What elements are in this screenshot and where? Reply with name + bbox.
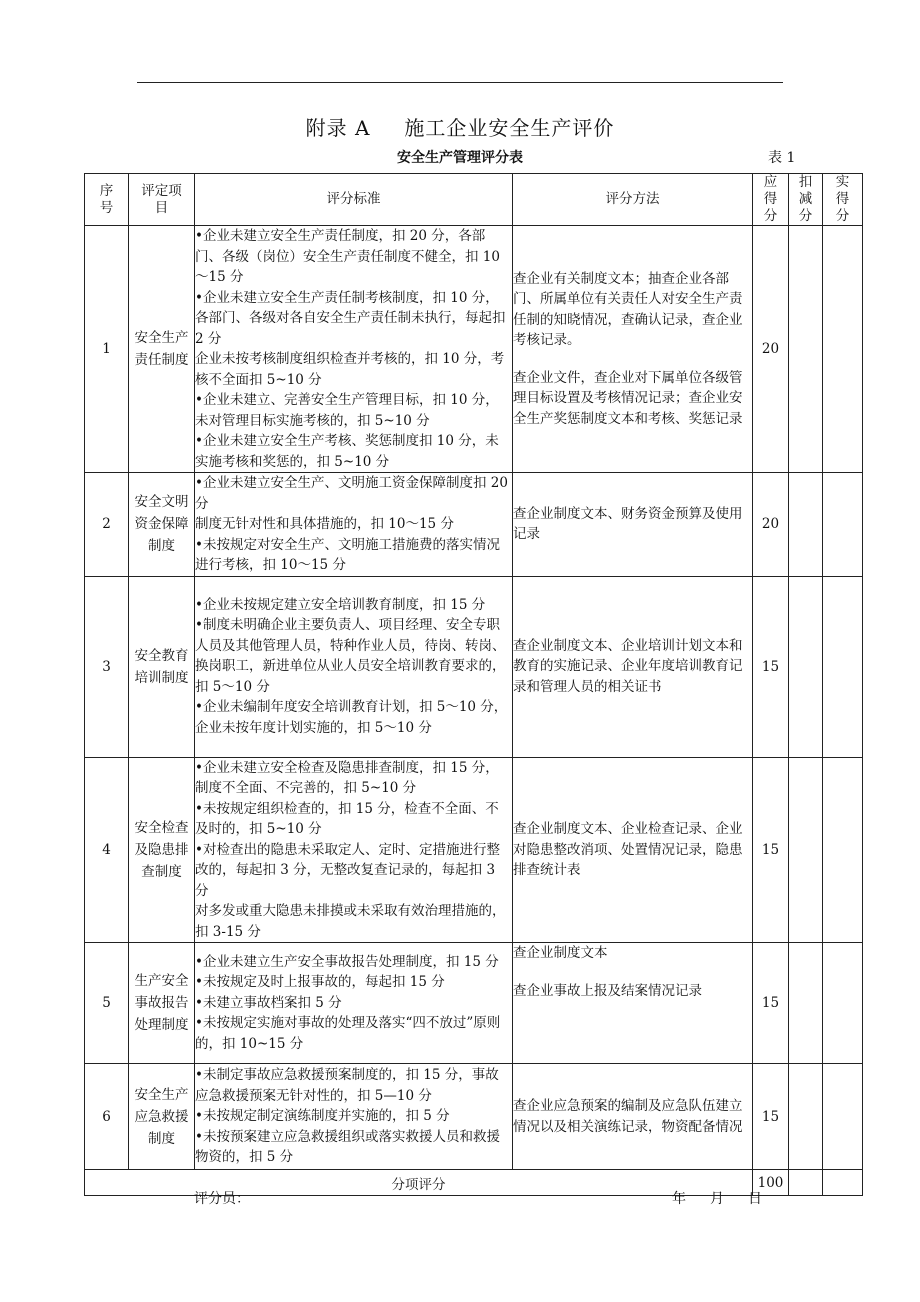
row-deduct[interactable] bbox=[789, 576, 823, 757]
table-row bbox=[85, 943, 863, 1064]
row-item: 安全生产责任制度 bbox=[129, 226, 195, 473]
appendix-title bbox=[0, 112, 920, 141]
table-row bbox=[85, 576, 863, 757]
table-row bbox=[85, 226, 863, 473]
row-deduct[interactable] bbox=[789, 757, 823, 943]
row-actual[interactable] bbox=[823, 576, 863, 757]
row-deduct[interactable] bbox=[789, 943, 823, 1064]
criteria-line: •企业未建立安全生产责任制考核制度，扣 10 分，各部门、各级对各自安全生产责任制未执行，每起扣 2 分 bbox=[195, 289, 506, 347]
row-criteria bbox=[195, 1064, 513, 1170]
row-criteria bbox=[195, 757, 513, 943]
header-actual: 实得分 bbox=[823, 174, 863, 226]
row-item: 安全教育培训制度 bbox=[129, 576, 195, 757]
criteria-line: •企业未建立安全检查及隐患排查制度，扣 15 分，制度不全面、不完善的，扣 5~10 分 bbox=[195, 759, 499, 796]
row-method bbox=[513, 226, 753, 473]
row-method bbox=[513, 473, 753, 577]
row-criteria bbox=[195, 473, 513, 577]
header-criteria: 评分标准 bbox=[195, 174, 513, 226]
row-no: 1 bbox=[85, 226, 129, 473]
criteria-line: •企业未建立安全生产责任制度，扣 20 分，各部门、各级（岗位）安全生产责任制度不健全，扣 10～15 分 bbox=[195, 228, 500, 285]
row-actual[interactable] bbox=[823, 757, 863, 943]
method-line: 查企业事故上报及结案情况记录 bbox=[513, 982, 702, 999]
criteria-line: •未按规定制定演练制度并实施的，扣 5 分 bbox=[195, 1108, 450, 1125]
appendix-heading: 施工企业安全生产评价 bbox=[404, 116, 615, 140]
row-actual[interactable] bbox=[823, 1064, 863, 1170]
row-method bbox=[513, 576, 753, 757]
method-line: 查企业应急预案的编制及应急队伍建立情况以及相关演练记录，物资配备情况 bbox=[513, 1098, 743, 1135]
header-item: 评定项目 bbox=[129, 174, 195, 226]
row-deduct[interactable] bbox=[789, 1064, 823, 1170]
table-title: 安全生产管理评分表 bbox=[397, 150, 523, 166]
row-due: 15 bbox=[753, 1064, 789, 1170]
row-no: 3 bbox=[85, 576, 129, 757]
total-due: 100 bbox=[753, 1170, 789, 1196]
row-actual[interactable] bbox=[823, 943, 863, 1064]
header-rule bbox=[137, 82, 783, 83]
row-deduct[interactable] bbox=[789, 473, 823, 577]
score-table bbox=[84, 173, 863, 1196]
header-method: 评分方法 bbox=[513, 174, 753, 226]
criteria-line: •企业未编制年度安全培训教育计划，扣 5～10 分，企业未按年度计划实施的，扣 5～10 分 bbox=[195, 699, 508, 736]
row-item: 安全文明资金保障制度 bbox=[129, 473, 195, 577]
row-due: 15 bbox=[753, 576, 789, 757]
row-deduct[interactable] bbox=[789, 226, 823, 473]
date-day: 日 bbox=[748, 1191, 762, 1207]
table-row bbox=[85, 1064, 863, 1170]
total-label: 分项评分 bbox=[85, 1170, 753, 1196]
criteria-line: •未按预案建立应急救援组织或落实救援人员和救援物资的，扣 5 分 bbox=[195, 1128, 500, 1166]
row-item: 安全检查及隐患排查制度 bbox=[129, 757, 195, 943]
method-line: 查企业制度文本 bbox=[513, 945, 608, 961]
total-actual[interactable] bbox=[823, 1170, 863, 1196]
criteria-line: •企业未建立、完善安全生产管理目标，扣 10 分，未对管理目标实施考核的，扣 5~10 分 bbox=[195, 392, 499, 429]
row-item: 生产安全事故报告处理制度 bbox=[129, 943, 195, 1064]
row-no: 2 bbox=[85, 473, 129, 577]
criteria-line: 对多发或重大隐患未排摸或未采取有效治理措施的，扣 3-15 分 bbox=[195, 903, 506, 940]
date-month: 月 bbox=[710, 1191, 724, 1207]
row-due: 20 bbox=[753, 226, 789, 473]
row-no: 5 bbox=[85, 943, 129, 1064]
method-line: 查企业文件，查企业对下属单位各级管理目标设置及考核情况记录；查企业安全生产奖惩制度文本和考核、奖惩记录 bbox=[513, 369, 743, 427]
row-item: 安全生产应急救援制度 bbox=[129, 1064, 195, 1170]
criteria-line: •未按规定及时上报事故的，每起扣 15 分 bbox=[195, 974, 445, 991]
table-row bbox=[85, 757, 863, 943]
row-method bbox=[513, 1064, 753, 1170]
row-actual[interactable] bbox=[823, 226, 863, 473]
table-header-row bbox=[85, 174, 863, 226]
row-due: 15 bbox=[753, 757, 789, 943]
criteria-line: •企业未建立安全生产考核、奖惩制度扣 10 分，未实施考核和奖惩的，扣 5~10 分 bbox=[195, 433, 499, 470]
row-method bbox=[513, 757, 753, 943]
criteria-line: •企业未建立生产安全事故报告处理制度，扣 15 分 bbox=[195, 953, 499, 970]
criteria-line: 企业未按考核制度组织检查并考核的，扣 10 分，考核不全面扣 5~10 分 bbox=[195, 351, 505, 388]
scorer-label: 评分员： bbox=[194, 1191, 250, 1207]
criteria-line: 制度无针对性和具体措施的，扣 10～15 分 bbox=[195, 516, 454, 532]
appendix-label: 附录 A bbox=[305, 116, 371, 140]
table-number: 表 1 bbox=[768, 150, 796, 166]
criteria-line: •未制定事故应急救援预案制度的，扣 15 分，事故应急救援预案无针对性的，扣 5—10 分 bbox=[195, 1067, 499, 1104]
criteria-line: •企业未建立安全生产、文明施工资金保障制度扣 20 分 bbox=[195, 475, 508, 512]
row-criteria bbox=[195, 226, 513, 473]
row-due: 15 bbox=[753, 943, 789, 1064]
method-line: 查企业制度文本、财务资金预算及使用记录 bbox=[513, 505, 743, 543]
method-line: 查企业制度文本、企业检查记录、企业对隐患整改消项、处置情况记录，隐患排查统计表 bbox=[513, 821, 743, 878]
criteria-line: •未建立事故档案扣 5 分 bbox=[195, 994, 342, 1011]
header-deduct: 扣减分 bbox=[789, 174, 823, 226]
criteria-line: •未按规定组织检查的，扣 15 分，检查不全面、不及时的，扣 5~10 分 bbox=[195, 800, 499, 837]
criteria-line: •制度未明确企业主要负责人、项目经理、安全专职人员及其他管理人员，特种作业人员，待岗、转岗、换岗职工，新进单位从业人员安全培训教育要求的，扣 5～10 分 bbox=[195, 617, 506, 695]
row-method bbox=[513, 943, 753, 1064]
row-criteria bbox=[195, 943, 513, 1064]
method-line: 查企业制度文本、企业培训计划文本和教育的实施记录、企业年度培训教育记录和管理人员的相关证书 bbox=[513, 637, 743, 695]
total-deduct[interactable] bbox=[789, 1170, 823, 1196]
row-no: 4 bbox=[85, 757, 129, 943]
criteria-line: •对检查出的隐患未采取定人、定时、定措施进行整改的，每起扣 3 分，无整改复查记录的，每起扣 3 分 bbox=[195, 841, 500, 899]
table-row bbox=[85, 473, 863, 577]
row-no: 6 bbox=[85, 1064, 129, 1170]
date-year: 年 bbox=[672, 1191, 686, 1207]
criteria-line: •未按规定实施对事故的处理及落实“四不放过”原则的，扣 10~15 分 bbox=[195, 1015, 501, 1052]
header-due: 应得分 bbox=[753, 174, 789, 226]
criteria-line: •企业未按规定建立安全培训教育制度，扣 15 分 bbox=[195, 596, 486, 613]
row-actual[interactable] bbox=[823, 473, 863, 577]
method-line: 查企业有关制度文本；抽查企业各部门、所属单位有关责任人对安全生产责任制的知晓情况，查确认记录，查企业考核记录。 bbox=[513, 270, 743, 349]
header-no: 序号 bbox=[85, 174, 129, 226]
row-criteria bbox=[195, 576, 513, 757]
criteria-line: •未按规定对安全生产、文明施工措施费的落实情况进行考核，扣 10～15 分 bbox=[195, 536, 500, 573]
date-field bbox=[672, 1188, 762, 1208]
row-due: 20 bbox=[753, 473, 789, 577]
